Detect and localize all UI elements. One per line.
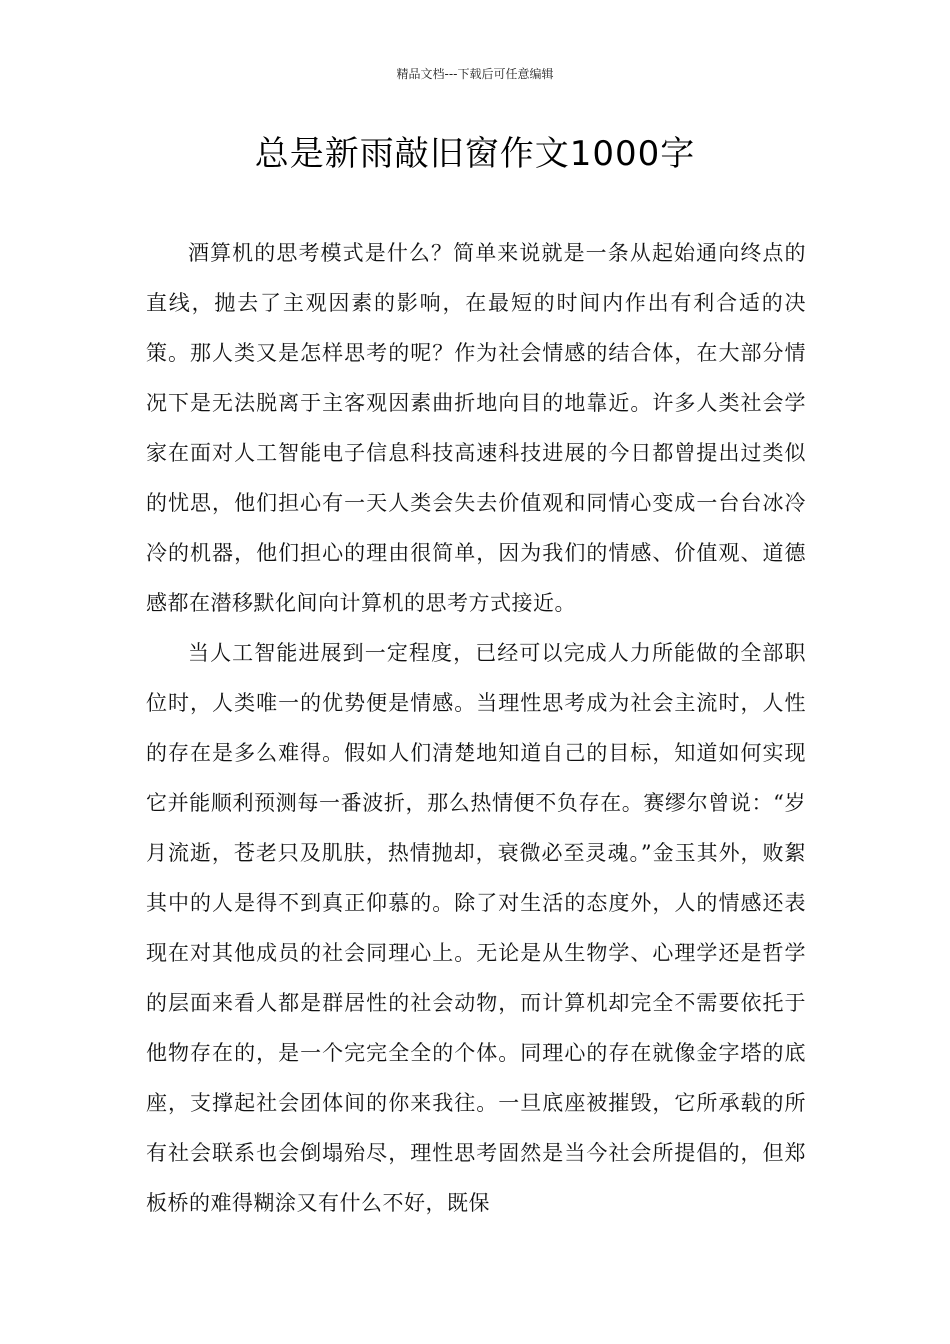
document-body <box>146 228 806 1228</box>
page-header: 精品文档---下载后可任意编辑 <box>396 67 554 81</box>
paragraph-1: 酒算机的思考模式是什么？简单来说就是一条从起始通向终点的直线，抛去了主观因素的影响，在最短的时间内作出有利合适的决策。那人类又是怎样思考的呢？作为社会情感的结合体，在大部分情况下是无法脱离于主客观因素曲折地向目的地靠近。许多人类社会学家在面对人工智能电子信息科技高速科技进展的今日都曾提出过类似的忧思，他们担心有一天人类会失去价值观和同情心变成一台台冰冷冷的机器，他们担心的理由很简单，因为我们的情感、价值观、道德感都在潜移默化间向计算机的思考方式接近。 <box>146 241 806 615</box>
paragraph-2: 当人工智能进展到一定程度，已经可以完成人力所能做的全部职位时，人类唯一的优势便是情感。当理性思考成为社会主流时，人性的存在是多么难得。假如人们清楚地知道自己的目标，知道如何实现它并能顺利预测每一番波折，那么热情便不负存在。赛缪尔曾说：“岁月流逝，苍老只及肌肤，热情抛却，衰微必至灵魂。”金玉其外，败絮其中的人是得不到真正仰慕的。除了对生活的态度外，人的情感还表现在对其他成员的社会同理心上。无论是从生物学、心理学还是哲学的层面来看人都是群居性的社会动物，而计算机却完全不需要依托于他物存在的，是一个完完全全的个体。同理心的存在就像金字塔的底座，支撑起社会团体间的你来我往。一旦底座被摧毁，它所承载的所有社会联系也会倒塌殆尽，理性思考固然是当今社会所提倡的，但郑板桥的难得糊涂又有什么不好，既保 <box>146 641 806 1215</box>
document-title: 总是新雨敲旧窗作文1000字 <box>254 134 696 174</box>
